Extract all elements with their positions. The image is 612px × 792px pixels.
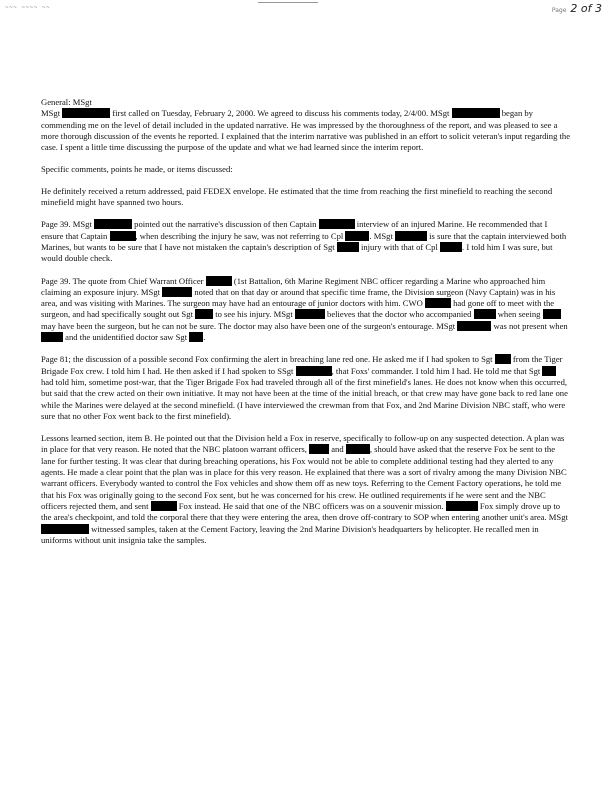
text: . [203, 332, 206, 343]
redaction [440, 242, 462, 252]
text: interview of an injured Marine. He recommended that I ensure that Captain [41, 219, 548, 241]
redaction [395, 231, 427, 241]
redaction [295, 309, 325, 319]
corner-mark: ~~~ ~~~~ ~~ [5, 4, 51, 11]
specific-heading: Specific comments, points he made, or items discussed: [41, 164, 233, 175]
redaction [457, 321, 491, 331]
redaction [41, 524, 89, 534]
text: and [331, 444, 344, 455]
text: is sure that the captain interviewed both Marines, but wants to be sure that I have not mistaken the captain's description of Sgt [41, 230, 567, 252]
redaction [345, 231, 369, 241]
paragraph-page39-b [41, 276, 571, 344]
text: witnessed samples, taken at the Cement Factory, leaving the 2nd Marine Division's headquarters by helicopter. He recalled men in uniforms without unit insignia take the samples. [41, 523, 539, 545]
memo-body [41, 97, 571, 557]
general-heading: General: MSgt [41, 97, 92, 107]
redaction [195, 309, 213, 319]
text: noted that on that day or around that specific time frame, the Division surgeon (Navy Captain) was in his area, and was visiting with Marines. The surgeon may have had an entourage of junior doctors with him. CWO [41, 286, 556, 309]
redaction [337, 242, 359, 252]
page-label: Page [551, 7, 567, 14]
text: (1st Battalion, 6th Marine Regiment NBC officer regarding a Marine who approached him claiming an exposure injury. MSgt [41, 275, 546, 297]
text: to see his injury. MSgt [215, 309, 293, 320]
redaction [206, 276, 232, 286]
redaction [151, 501, 177, 511]
text: when seeing [497, 309, 541, 320]
redaction [162, 287, 192, 297]
text: and the unidentified doctor saw Sgt [65, 332, 188, 343]
text: injury with that of Cpl [360, 241, 438, 252]
paragraph-page39-a [41, 219, 571, 264]
text: Page 39. The quote from Chief Warrant Officer [41, 275, 204, 286]
text: , when describing the injury he saw, was not referring to Cpl [135, 230, 344, 241]
text: , that Foxs' commander. I told him I had. He told me that Sgt [331, 365, 541, 376]
text: was not present when [493, 320, 568, 331]
text: had told him, sometime post-war, that the Tiger Brigade Fox had traveled through all of the first minefield's lanes. He does not know when this occurred, but said that the crew acted on their own initiative. It may not have been at the time of the initial breach, or that crew may have gone back to red lane one while the Marines were delayed at the second minefield. (I have interviewed the crewman from that Fox, and 2nd Marine Division NBC staff, who were sure that no other Fox went back to the first minefield). [41, 376, 568, 421]
redaction [319, 219, 355, 229]
text: . MSgt [369, 230, 393, 241]
redaction [41, 332, 63, 342]
text: . I told him I was sure, but would double check. [41, 241, 553, 264]
redaction [474, 309, 496, 319]
text: Lessons learned section, item B. He pointed out that the Division held a Fox in reserve, specifically to follow-up on any suspected detection. A plan was in place for that very reason. He noted that the NBC platoon warrant officers, [41, 433, 565, 455]
redaction [189, 332, 206, 343]
page-number [552, 2, 602, 15]
redaction [446, 501, 478, 511]
redaction [110, 231, 136, 241]
paragraph-lessons-learned [41, 433, 571, 546]
redaction [425, 298, 451, 308]
redaction [62, 108, 110, 118]
redaction [495, 354, 511, 364]
text: from the Tiger Brigade Fox crew. I told him I had. He then asked if I had spoken to SSgt [41, 354, 563, 376]
redaction [542, 366, 556, 376]
redaction [309, 444, 329, 454]
text: Fox simply drove up to the area's checkpoint, and told the corporal there that they were entering the area, then drove off-contrary to SOP when entering another unit's area. MSgt [41, 500, 568, 523]
redaction [296, 366, 332, 376]
text: pointed out the narrative's discussion of then Captain [134, 219, 317, 230]
text: Page 39. MSgt [41, 219, 92, 230]
page-number-value: 2 of 3 [570, 2, 602, 15]
paragraph-intro [41, 108, 571, 153]
redaction [452, 108, 500, 118]
text: Page 81; the discussion of a possible second Fox confirming the alert in breaching lane red one. He asked me if I had spoken to Sgt [41, 354, 493, 365]
text: first called on Tuesday, February 2, 2000. We agreed to discuss his comments today, 2/4/00. MSgt [112, 108, 450, 119]
text: , should have asked that the reserve Fox be sent to the lane for further testing. It was clear that during breaching operations, his Fox would not be able to complete additional testing had they alerted to any agents. He made a clear point that the plan was in place for this very reason. He explained that there was a sort of rivalry among the many Division NBC warrant officers. Everybody wanted to control the Fox vehicles and show them off as new toys. Referring to the Cement Factory operations, he told me that his Fox was originally going to the second Fox sent, but he was concerned for his crew. He outlined requirements if he were sent and the NBC officers rejected them, and sent [41, 444, 567, 511]
text: Fox instead. He said that one of the NBC officers was on a souvenir mission. [178, 500, 444, 511]
paragraph-fedex: He definitely received a return addressed, paid FEDEX envelope. He estimated that the time from reaching the first minefield to reaching the second minefield might have spanned two hours. [41, 185, 553, 208]
redaction [543, 309, 561, 319]
redaction [346, 444, 370, 454]
text: may have been the surgeon, but he can not be sure. The doctor may also have been one of the surgeon's entourage. MSgt [41, 320, 456, 331]
text: MSgt [41, 108, 61, 119]
text: began by commending me on the level of detail included in the updated narrative. He was impressed by the thoroughness of the report, and was pleased to see a more thorough discussion of the events he reported. I explained that the interim narrative was published in an effort to solicit veteran's input regarding the case. I spent a little time discussing the purpose of the update and what we had learned since the interim report. [41, 108, 571, 153]
paragraph-page81 [41, 354, 571, 422]
top-rule [258, 2, 318, 3]
text: had gone off to meet with the surgeon, and had specifically sought out Sgt [41, 298, 555, 320]
redaction [94, 219, 132, 229]
text: believes that the doctor who accompanied [327, 309, 472, 320]
